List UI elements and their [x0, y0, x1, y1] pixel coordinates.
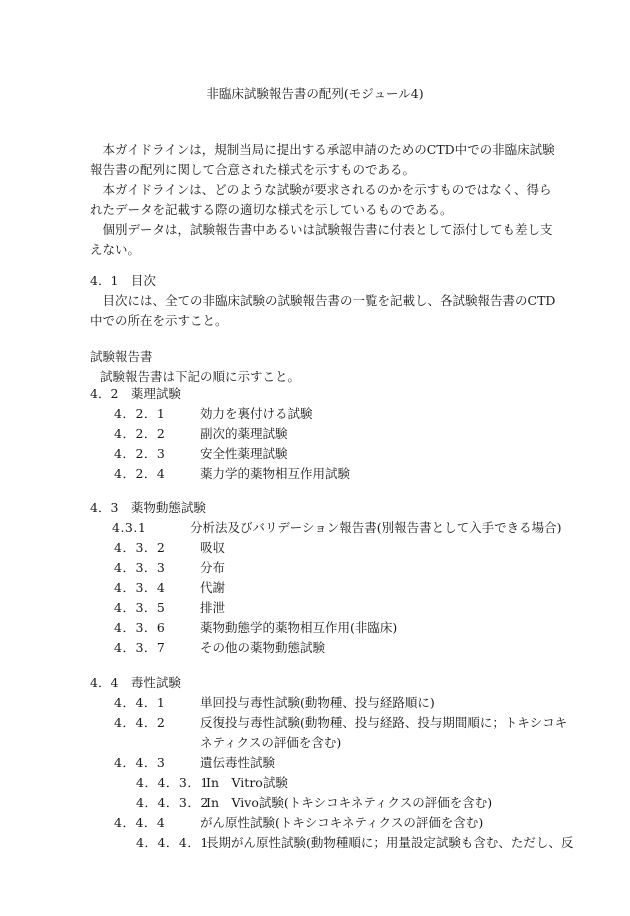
reports-text: 試験報告書は下記の順に示すこと。 — [100, 369, 301, 384]
item-number: 4．4．3 — [114, 755, 166, 770]
item-label: 副次的薬理試験 — [200, 426, 288, 441]
item-label: 分析法及びバリデーション報告書(別報告書として入手できる場合) — [190, 520, 562, 535]
item-label: 安全性薬理試験 — [200, 446, 288, 461]
item-number: 4．2．2 — [114, 426, 166, 441]
section-4-2-heading: 4．2 薬理試験 — [90, 386, 181, 401]
item-number: 4．3．5 — [114, 600, 166, 615]
item-label: 薬力学的薬物相互作用試験 — [200, 466, 351, 481]
reports-heading: 試験報告書 — [90, 349, 153, 364]
item-label: 吸収 — [200, 540, 226, 555]
item-number: 4．3．3 — [114, 560, 166, 575]
item-number: 4．4．4 — [114, 815, 166, 830]
item-label: 遺伝毒性試験 — [200, 755, 276, 770]
item-number: 4．2．4 — [114, 466, 166, 481]
item-label: その他の薬物動態試験 — [200, 640, 326, 655]
item-label: 効力を裏付ける試験 — [200, 406, 313, 421]
item-label: 分布 — [200, 560, 226, 575]
item-label: 単回投与毒性試験(動物種、投与経路順に) — [200, 695, 435, 710]
subitem-number: 4．4．3．2 — [136, 795, 209, 810]
section-4-3-heading: 4．3 薬物動態試験 — [90, 500, 206, 515]
item-number: 4．4．2 — [114, 715, 166, 730]
subitem-label: In Vitro試験 — [206, 775, 288, 790]
toc-text: 目次には、全ての非臨床試験の試験報告書の一覧を記載し、各試験報告書のCTD中での所在を示すこと。 — [90, 293, 556, 328]
toc-heading: 4．1 目次 — [90, 273, 156, 288]
item-label-continued: ネティクスの評価を含む) — [200, 735, 342, 750]
item-number: 4．2．1 — [114, 406, 166, 421]
item-number: 4.3.1 — [112, 520, 147, 535]
item-number: 4．3．2 — [114, 540, 166, 555]
intro-paragraph-3: 個別データは，試験報告書中あるいは試験報告書に付表として添付しても差し支えない。 — [90, 222, 553, 257]
intro-paragraph-1: 本ガイドラインは，規制当局に提出する承認申請のためのCTD中での非臨床試験報告書の配列に関して合意された様式を示すものである。 — [90, 142, 555, 177]
document-title: 非臨床試験報告書の配列(モジュール4) — [206, 86, 424, 101]
item-number: 4．2．3 — [114, 446, 166, 461]
item-number: 4．3．6 — [114, 620, 166, 635]
subitem-number: 4．4．4．1 — [136, 835, 209, 850]
item-label: 薬物動態学的薬物相互作用(非臨床) — [200, 620, 398, 635]
section-4-4-heading: 4．4 毒性試験 — [90, 675, 181, 690]
subitem-label: In Vivo試験(トキシコキネティクスの評価を含む) — [206, 795, 493, 810]
item-label: 反復投与毒性試験(動物種、投与経路、投与期間順に；トキシコキ — [200, 715, 568, 730]
item-number: 4．4．1 — [114, 695, 166, 710]
subitem-label: 長期がん原性試験(動物種順に；用量設定試験も含む、ただし、反 — [206, 835, 574, 850]
item-label: 代謝 — [200, 580, 226, 595]
intro-paragraph-2: 本ガイドラインは、どのような試験が要求されるのかを示すものではなく、得られたデータを記載する際の適切な様式を示しているものである。 — [90, 182, 552, 217]
subitem-number: 4．4．3．1 — [136, 775, 209, 790]
item-label: 排泄 — [200, 600, 226, 615]
item-number: 4．3．4 — [114, 580, 166, 595]
item-label: がん原性試験(トキシコキネティクスの評価を含む) — [200, 815, 484, 830]
item-number: 4．3．7 — [114, 640, 166, 655]
